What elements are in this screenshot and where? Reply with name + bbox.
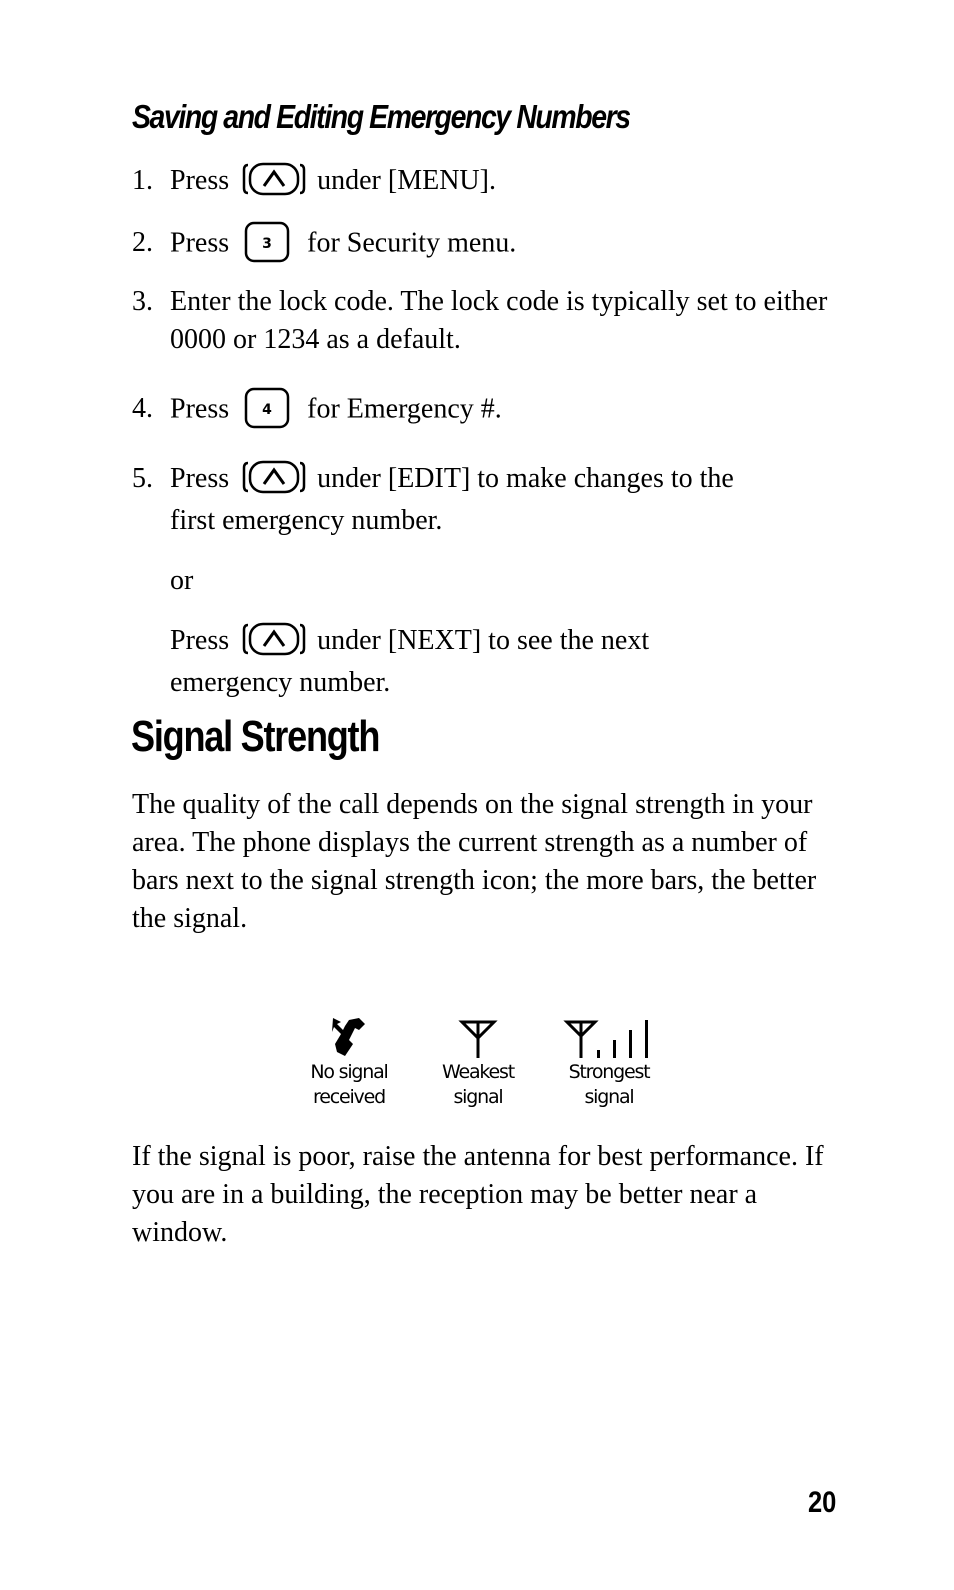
step-number: 5. <box>132 463 153 494</box>
alt-step-continued: emergency number. <box>170 667 391 698</box>
step-number: 1. <box>132 165 153 196</box>
alt-step <box>170 620 850 662</box>
signal-tip-paragraph: If the signal is poor, raise the antenna for best performance. If you are in a building, the reception may be better near a window. <box>132 1141 824 1248</box>
svg-text:3: 3 <box>262 236 272 252</box>
or-text: or <box>170 565 194 596</box>
weakest-signal-block <box>428 1016 528 1110</box>
subheading: Saving and Editing Emergency Numbers <box>132 98 630 135</box>
key-3-icon <box>244 221 290 263</box>
step-5-continued: first emergency number. <box>170 505 443 536</box>
weakest-signal-icon <box>448 1016 508 1060</box>
no-signal-icon <box>319 1016 379 1060</box>
alt-step-text: under [NEXT] to see the next <box>317 625 650 656</box>
step-text: Press <box>170 165 230 196</box>
signal-paragraph: The quality of the call depends on the signal strength in your area. The phone displays the current strength as a number of bars next to the signal strength icon; the more bars, the better the signal. <box>132 789 817 934</box>
step-number: 3. <box>132 286 153 317</box>
svg-text:4: 4 <box>262 402 272 418</box>
icon-caption: Strongest <box>568 1061 650 1083</box>
step-text: under [MENU]. <box>317 165 496 196</box>
page-number: 20 <box>808 1486 837 1519</box>
icon-caption: received <box>313 1086 385 1108</box>
step-text: Enter the lock code. The lock code is typically set to either 0000 or 1234 as a default. <box>170 286 828 355</box>
signal-icons-figure <box>296 1016 676 1116</box>
up-softkey-icon <box>242 622 306 656</box>
step-text: for Security menu. <box>307 227 517 259</box>
step-number: 4. <box>132 393 153 424</box>
icon-caption: signal <box>584 1086 634 1108</box>
step-text: Press <box>170 393 230 425</box>
up-softkey-icon <box>242 162 306 196</box>
key-4-icon <box>244 387 290 429</box>
step-text: Press <box>170 227 230 259</box>
alt-step-text: Press <box>170 625 230 656</box>
step-text: Press <box>170 463 230 494</box>
icon-caption: No signal <box>310 1061 388 1083</box>
step-number: 2. <box>132 227 153 258</box>
step-text: for Emergency #. <box>307 393 502 425</box>
strongest-signal-block <box>554 1016 664 1110</box>
step-text: under [EDIT] to make changes to the <box>317 463 734 494</box>
icon-caption: signal <box>453 1086 503 1108</box>
strongest-signal-icon <box>559 1016 659 1060</box>
icon-caption: Weakest <box>442 1061 514 1083</box>
section-heading: Signal Strength <box>131 712 380 761</box>
no-signal-block <box>296 1016 402 1110</box>
up-softkey-icon <box>242 460 306 494</box>
